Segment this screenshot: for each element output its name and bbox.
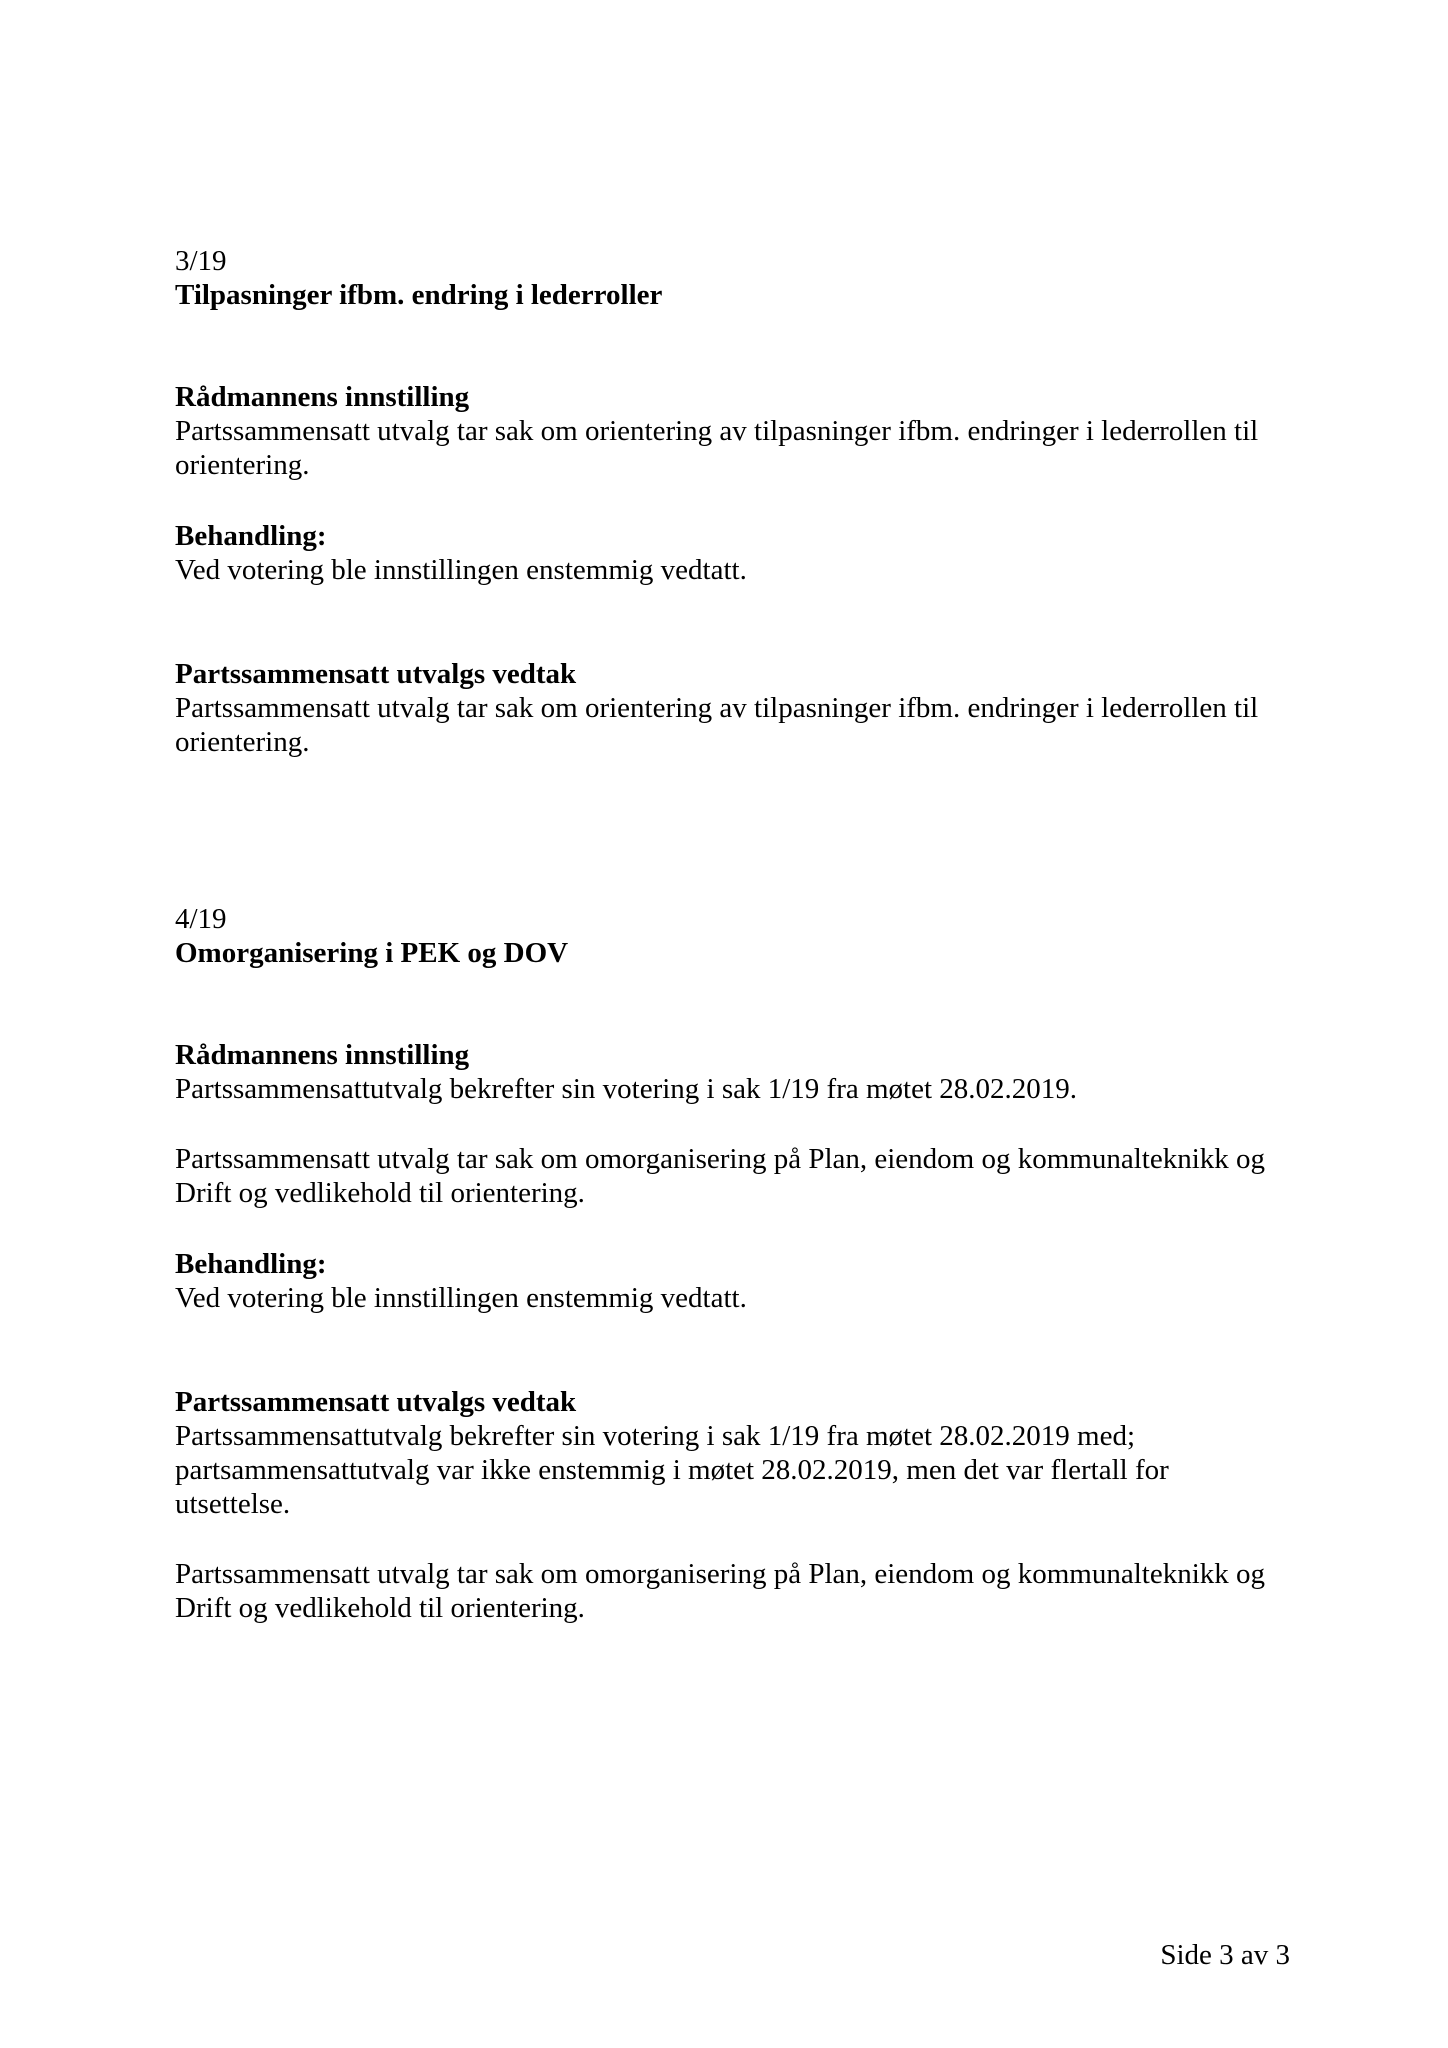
recommendation-heading: Rådmannens innstilling	[175, 381, 470, 413]
decision-text-line: Drift og vedlikehold til orientering.	[175, 1592, 585, 1624]
treatment-text: Ved votering ble innstillingen enstemmig vedtatt.	[175, 1282, 747, 1314]
page-number: Side 3 av 3	[1160, 1939, 1290, 1971]
decision-text-line: Partssammensatt utvalg tar sak om orientering av tilpasninger ifbm. endringer i lederrollen til	[175, 692, 1259, 724]
treatment-heading: Behandling:	[175, 1248, 327, 1280]
recommendation-text-line: Partssammensatt utvalg tar sak om omorganisering på Plan, eiendom og kommunalteknikk og	[175, 1143, 1266, 1175]
recommendation-text-line: Partssammensattutvalg bekrefter sin votering i sak 1/19 fra møtet 28.02.2019.	[175, 1073, 1078, 1105]
treatment-text: Ved votering ble innstillingen enstemmig vedtatt.	[175, 554, 747, 586]
decision-text-line: partsammensattutvalg var ikke enstemmig i møtet 28.02.2019, men det var flertall for	[175, 1454, 1169, 1486]
decision-text-line: orientering.	[175, 726, 310, 758]
recommendation-text-line: Partssammensatt utvalg tar sak om orientering av tilpasninger ifbm. endringer i lederrollen til	[175, 415, 1259, 447]
decision-text-line: Partssammensattutvalg bekrefter sin votering i sak 1/19 fra møtet 28.02.2019 med;	[175, 1420, 1136, 1452]
recommendation-heading: Rådmannens innstilling	[175, 1039, 470, 1071]
recommendation-text-line: orientering.	[175, 449, 310, 481]
decision-heading: Partssammensatt utvalgs vedtak	[175, 1386, 577, 1418]
treatment-heading: Behandling:	[175, 520, 327, 552]
case-number: 3/19	[175, 245, 227, 277]
case-title: Tilpasninger ifbm. endring i lederroller	[175, 279, 663, 311]
decision-text-line: Partssammensatt utvalg tar sak om omorganisering på Plan, eiendom og kommunalteknikk og	[175, 1558, 1266, 1590]
recommendation-text-line: Drift og vedlikehold til orientering.	[175, 1177, 585, 1209]
decision-heading: Partssammensatt utvalgs vedtak	[175, 658, 577, 690]
case-title: Omorganisering i PEK og DOV	[175, 937, 569, 969]
case-number: 4/19	[175, 903, 227, 935]
decision-text-line: utsettelse.	[175, 1488, 291, 1520]
